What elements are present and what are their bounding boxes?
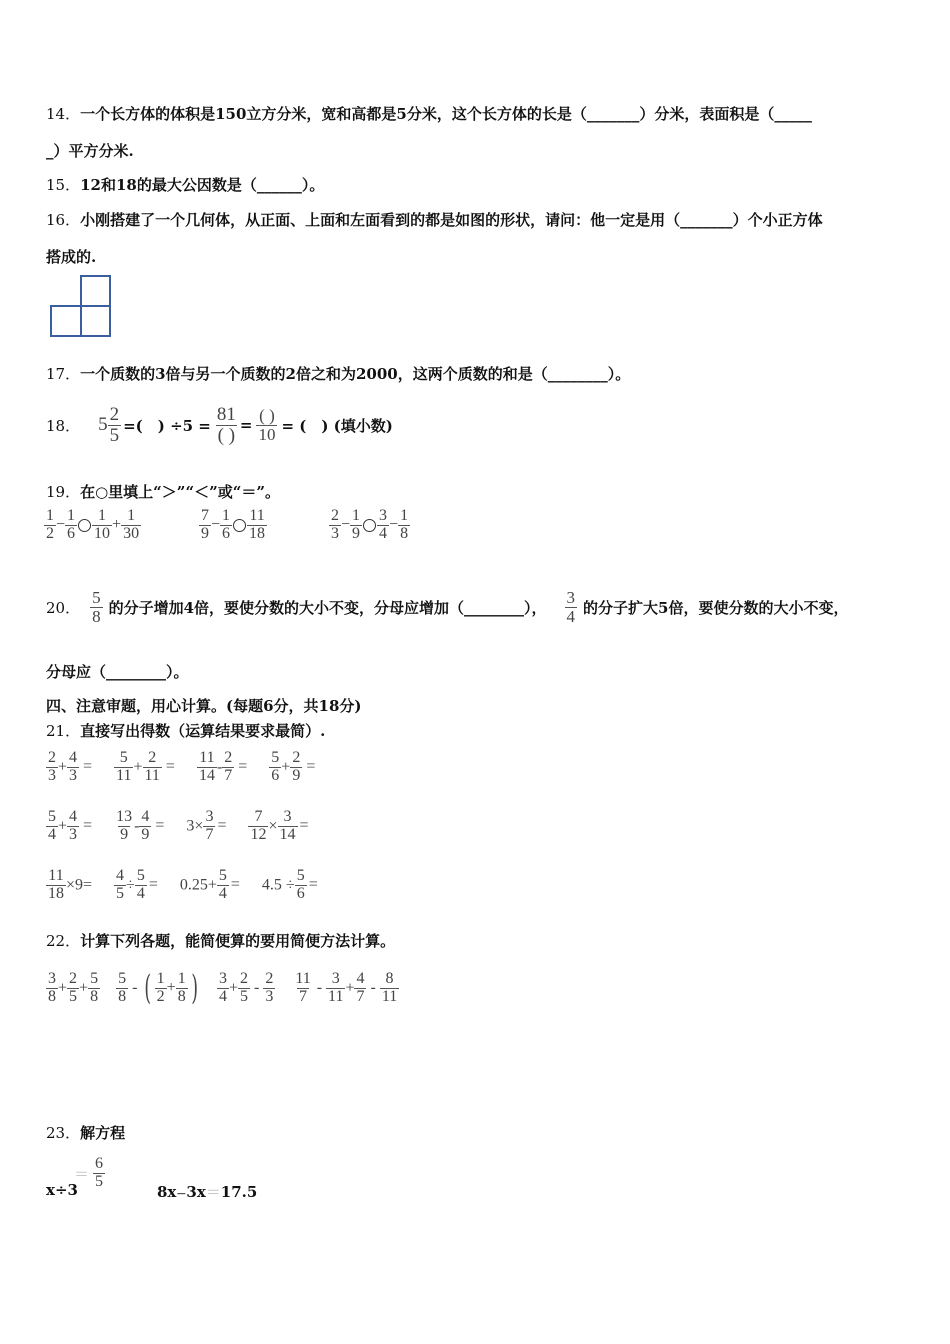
q19-title: [46, 481, 280, 502]
q18-number: 18．: [46, 416, 81, 435]
q18: [46, 396, 393, 454]
frac-num: 3: [48, 969, 56, 987]
q23-eq2: [157, 1181, 257, 1202]
frac-den: 9: [141, 825, 150, 843]
frac-num: 11: [199, 749, 215, 766]
frac-num: 2: [292, 749, 301, 766]
operator: ×: [268, 817, 278, 835]
frac-num: 2: [265, 969, 274, 987]
frac-num: 5: [118, 969, 127, 987]
q21-r1-item1: [46, 750, 92, 785]
operator: ÷: [126, 876, 135, 894]
frac-den: 5: [116, 884, 125, 902]
frac-num: 13: [116, 808, 133, 825]
frac-den: 30: [123, 524, 140, 542]
q21-r1-item3: [197, 750, 247, 785]
compare-circle-icon[interactable]: [233, 519, 246, 532]
frac-num: 1: [67, 507, 76, 524]
equals-sign: ＝: [205, 1183, 221, 1201]
frac-num: 6: [95, 1155, 104, 1172]
q18-eq2: =: [239, 416, 253, 434]
operator: +: [281, 758, 291, 776]
cube-top-right: [80, 275, 111, 307]
frac-num: 1: [156, 969, 165, 987]
equals-sign: =: [308, 876, 318, 894]
frac-den: 3: [48, 766, 56, 784]
frac-num: 5: [136, 867, 145, 884]
frac-den: 2: [46, 524, 54, 542]
q15-number: 15．: [46, 176, 81, 194]
operator: +: [133, 758, 143, 776]
q22-row: [46, 962, 421, 1014]
q16-text1: 小刚搭建了一个几何体，从正面、上面和左面看到的都是如图的形状，请问：他一定是用（_______）个小正方体: [80, 211, 823, 229]
frac-den: 4: [218, 884, 227, 902]
q17-number: 17．: [46, 365, 81, 383]
prefix: 0.25+: [179, 876, 217, 894]
frac-den: 6: [222, 524, 231, 542]
frac-num: 5: [119, 749, 128, 766]
q19-text: 在○里填上“＞”“＜”或“＝”。: [80, 483, 280, 501]
q21-text: 直接写出得数（运算结果要求最简）.: [80, 722, 326, 740]
frac-den: 4: [566, 606, 576, 626]
frac-den: 7: [224, 766, 233, 784]
q21-row3: [46, 868, 340, 903]
q23-eq1-frac: [93, 1156, 105, 1191]
frac-num: 2: [48, 749, 56, 766]
frac-num: 5: [48, 808, 56, 825]
q23-title: [46, 1122, 125, 1143]
frac-num: 1: [127, 507, 136, 524]
operator: +: [58, 979, 68, 996]
operator: +: [228, 979, 238, 996]
q16-line1: [46, 209, 823, 230]
minus-sign: −: [211, 516, 221, 534]
q18-tail: = ( ) (填小数): [281, 416, 393, 435]
frac-den: 2: [156, 987, 165, 1005]
q21-r1-item2: [114, 750, 175, 785]
frac-num: 1: [352, 507, 361, 524]
frac-den: 4: [136, 884, 145, 902]
minus-sign: −: [56, 516, 66, 534]
q19-e1-a: [44, 508, 56, 543]
suffix: ×9=: [66, 876, 93, 894]
equals-sign: =: [148, 876, 158, 894]
frac-num: 4: [356, 969, 365, 987]
equals-sign: =: [230, 876, 240, 894]
q21-r3-item4: [262, 868, 318, 903]
frac-den: 14: [198, 766, 215, 784]
frac-den: 7: [299, 987, 308, 1005]
operator: +: [58, 817, 68, 835]
q17-text: 一个质数的3倍与另一个质数的2倍之和为2000，这两个质数的和是（________）。: [80, 365, 631, 383]
right-paren-icon: ): [191, 968, 198, 1008]
frac-num: 5: [90, 969, 99, 987]
q19-expr1: [44, 508, 141, 543]
q15-text: 12和18的最大公因数是（______）。: [80, 176, 325, 194]
q21-r2-item4: [248, 809, 308, 844]
q22-expr2: [116, 968, 201, 1008]
q21-r2-item3: [186, 809, 226, 844]
frac-den: 8: [48, 987, 56, 1005]
frac-den: 14: [279, 825, 296, 843]
frac-den: 7: [356, 987, 365, 1005]
frac-num: 5: [296, 867, 305, 884]
q22-text: 计算下列各题，能简便算的要用简便方法计算。: [80, 932, 396, 950]
q23-eq2-term-a: 8x: [157, 1183, 177, 1201]
operator: +: [345, 979, 355, 996]
frac-den: 6: [67, 524, 76, 542]
compare-circle-icon[interactable]: [363, 519, 376, 532]
q23-eq2-term-b: 3x: [186, 1183, 206, 1201]
left-paren-icon: (: [144, 968, 152, 1008]
equals-sign: =: [83, 817, 93, 835]
frac-den: 3: [265, 987, 274, 1005]
q15: [46, 174, 324, 195]
q21-title: [46, 720, 325, 741]
frac-num: 2: [69, 969, 78, 987]
q18-frac2-den: ( ): [217, 424, 236, 446]
equals-sign: =: [83, 758, 93, 776]
frac-den: 6: [296, 884, 305, 902]
frac-num: 5: [92, 587, 101, 607]
frac-den: 8: [90, 987, 99, 1005]
frac-den: 12: [250, 825, 267, 843]
frac-num: 3: [566, 587, 576, 607]
operator: -: [216, 758, 223, 776]
frac-num: 8: [385, 969, 394, 987]
frac-num: 3: [379, 507, 388, 524]
q20-line1: [46, 570, 849, 644]
frac-den: 4: [218, 987, 227, 1005]
prefix: 4.5 ÷: [261, 876, 295, 894]
prefix: 3×: [186, 817, 204, 835]
q22-number: 22．: [46, 932, 81, 950]
q14-number: 14．: [46, 105, 81, 123]
q18-frac2-num: 81: [216, 403, 236, 425]
operator: -: [253, 979, 260, 996]
minus-sign: －: [176, 1189, 187, 1201]
frac-den: 5: [239, 987, 248, 1005]
q22-expr1: [46, 971, 100, 1006]
frac-num: 7: [201, 507, 209, 524]
minus-sign: −: [389, 516, 399, 534]
frac-num: 2: [239, 969, 248, 987]
q18-frac1-den: 5: [109, 424, 120, 446]
operator: -: [316, 979, 323, 996]
frac-num: 3: [218, 969, 227, 987]
frac-num: 5: [218, 867, 227, 884]
operator: -: [132, 979, 138, 996]
frac-den: 8: [92, 606, 101, 626]
equals-sign: =: [155, 817, 165, 835]
q18-whole: 5: [98, 414, 108, 435]
frac-den: 10: [94, 524, 111, 542]
q21-r1-item4: [269, 750, 315, 785]
equals-sign: =: [238, 758, 248, 776]
q18-frac1: [108, 405, 122, 446]
equals-sign: =: [217, 817, 227, 835]
frac-den: 18: [48, 884, 64, 902]
q19-e1-d: [121, 508, 141, 543]
q18-frac3-den: 10: [258, 424, 276, 444]
frac-den: 9: [292, 766, 301, 784]
operator: -: [370, 979, 376, 996]
q21-r2-item2: [114, 809, 164, 844]
equals-sign: =: [306, 758, 316, 776]
frac-den: 11: [144, 766, 160, 784]
frac-num: 3: [331, 969, 340, 987]
q20-text1: 的分子增加4倍，要使分数的大小不变，分母应增加（________），: [108, 598, 547, 617]
frac-den: 3: [69, 766, 78, 784]
q19-e2-c: [247, 508, 267, 543]
q21-row1: [46, 750, 337, 785]
frac-den: 8: [177, 987, 186, 1005]
q19-expr2: [199, 508, 267, 543]
q16-number: 16．: [46, 211, 81, 229]
frac-den: 9: [352, 524, 361, 542]
q23-eq2-result: 17.5: [220, 1183, 258, 1201]
frac-num: 1: [98, 507, 107, 524]
frac-num: 1: [400, 507, 409, 524]
frac-num: 4: [141, 808, 150, 825]
frac-den: 9: [201, 524, 209, 542]
frac-num: 11: [295, 969, 311, 987]
q21-number: 21．: [46, 722, 81, 740]
q19-number: 19．: [46, 483, 81, 501]
minus-sign: −: [341, 516, 351, 534]
operator: -: [134, 817, 140, 835]
operator: +: [166, 979, 176, 996]
frac-num: 3: [283, 808, 292, 825]
q23-number: 23．: [46, 1124, 81, 1142]
q19-e3-c: [377, 508, 389, 543]
frac-den: 11: [381, 987, 398, 1005]
q21-r3-item2: [114, 868, 158, 903]
q23-text: 解方程: [80, 1124, 126, 1142]
operator: +: [79, 979, 89, 996]
equals-sign: =: [165, 758, 175, 776]
frac-num: 2: [148, 749, 157, 766]
q22-expr3: [217, 971, 275, 1006]
frac-num: 5: [271, 749, 280, 766]
q19-e2-b: [220, 508, 232, 543]
section-4-heading: 四、注意审题，用心计算。(每题6分，共18分): [46, 697, 362, 715]
frac-num: 1: [222, 507, 231, 524]
q18-frac2: [215, 405, 238, 446]
cube-bottom-right: [80, 305, 111, 337]
q14-line2: _）平方分米.: [46, 142, 134, 160]
q21-r2-item1: [46, 809, 92, 844]
q19-e1-c: [92, 508, 112, 543]
frac-num: 3: [205, 808, 214, 825]
frac-num: 11: [249, 507, 265, 524]
frac-den: 11: [116, 766, 132, 784]
q21-r3-item1: [46, 868, 92, 903]
q19-e3-a: [329, 508, 341, 543]
operator: +: [58, 758, 68, 776]
q21-r3-item3: [180, 868, 240, 903]
frac-num: 4: [69, 749, 78, 766]
q18-eq1: =( ) ÷5 =: [123, 416, 211, 435]
frac-num: 4: [69, 808, 78, 825]
q17: [46, 363, 630, 384]
frac-den: 3: [331, 524, 339, 542]
q19-e2-a: [199, 508, 211, 543]
frac-den: 18: [249, 524, 266, 542]
q14-line1: [46, 103, 812, 124]
q19-expr3: [329, 508, 410, 543]
q22-expr4: [293, 971, 399, 1006]
frac-den: 3: [69, 825, 78, 843]
q23-eq1-left: x÷3: [46, 1181, 78, 1199]
frac-num: 11: [48, 867, 64, 884]
frac-num: 7: [254, 808, 263, 825]
frac-den: 4: [379, 524, 388, 542]
frac-den: 5: [69, 987, 78, 1005]
q18-frac3-num: ( ): [259, 405, 275, 425]
q18-frac1-num: 2: [109, 403, 120, 425]
q19-e3-b: [350, 508, 362, 543]
cube-bottom-left: [50, 305, 82, 337]
equals-sign: ＝: [74, 1166, 90, 1183]
frac-den: 9: [120, 825, 129, 843]
q16-line2: 搭成的.: [46, 248, 97, 266]
frac-den: 7: [205, 825, 214, 843]
q19-e3-d: [398, 508, 410, 543]
q23-eq1-right: [74, 1156, 105, 1191]
frac-num: 2: [331, 507, 339, 524]
plus-sign: +: [112, 516, 122, 534]
q20-number: 20．: [46, 598, 81, 617]
frac-num: 1: [177, 969, 186, 987]
q20-line2: 分母应（________）。: [46, 663, 189, 681]
frac-den: 8: [118, 987, 127, 1005]
cube-figure: [50, 275, 112, 337]
frac-num: 1: [46, 507, 54, 524]
frac-num: 4: [116, 867, 125, 884]
frac-den: 5: [95, 1172, 104, 1190]
frac-den: 8: [400, 524, 409, 542]
q20-frac1: [90, 589, 103, 626]
q14-text1: 一个长方体的体积是150立方分米，宽和高都是5分米，这个长方体的长是（_______）分米，表面积是（_____: [80, 105, 812, 123]
frac-den: 6: [271, 766, 280, 784]
frac-num: 2: [224, 749, 233, 766]
q21-row2: [46, 809, 331, 844]
q19-e1-b: [65, 508, 77, 543]
frac-den: 4: [48, 825, 56, 843]
q20-frac2: [565, 589, 578, 626]
q22-title: [46, 930, 395, 951]
compare-circle-icon[interactable]: [78, 519, 91, 532]
q18-frac3: [256, 407, 277, 444]
frac-den: 11: [328, 987, 344, 1005]
equals-sign: =: [299, 817, 309, 835]
q20-text2: 的分子扩大5倍，要使分数的大小不变，: [583, 598, 849, 617]
